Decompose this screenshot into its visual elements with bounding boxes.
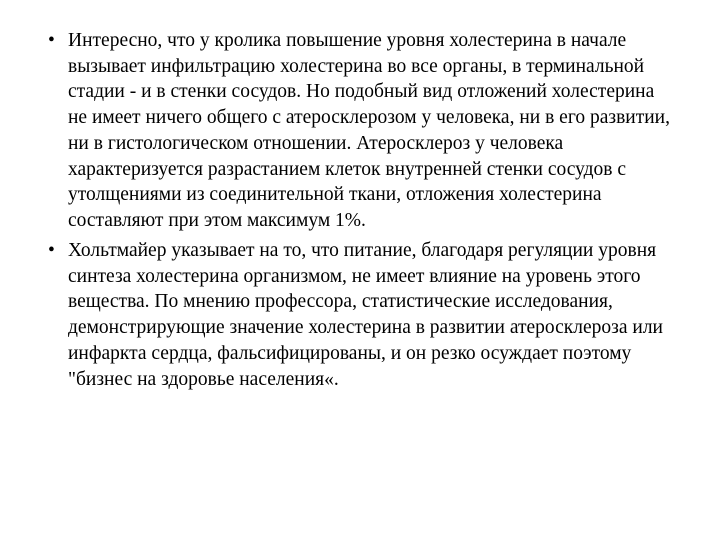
bullet-marker-icon: • xyxy=(48,239,55,261)
list-item xyxy=(30,28,670,234)
bullet-text: Интересно, что у кролика повышение уровня холестерина в начале вызывает инфильтрацию холестерина во все органы, в терминальной стадии - и в стенки сосудов. Но подобный вид отложений холестерина не имеет ничего общего с атеросклерозом у человека, ни в его развитии, ни в гистологическом отношении. Атеросклероз у человека характеризуется разрастанием клеток внутренней стенки сосудов с утолщениями из соединительной ткани, отложения холестерина составляют при этом максимум 1%. xyxy=(68,30,670,232)
bullet-text: Хольтмайер указывает на то, что питание, благодаря регуляции уровня синтеза холестерина организмом, не имеет влияние на уровень этого вещества. По мнению профессора, статистические исследования, демонстрирующие значение холестерина в развитии атеросклероза или инфаркта сердца, фальсифицированы, и он резко осуждает поэтому "бизнес на здоровье населения«. xyxy=(68,239,663,390)
bullet-marker-icon: • xyxy=(48,30,55,51)
list-item xyxy=(30,238,670,392)
bullet-list xyxy=(30,28,670,392)
content-placeholder xyxy=(30,28,670,396)
